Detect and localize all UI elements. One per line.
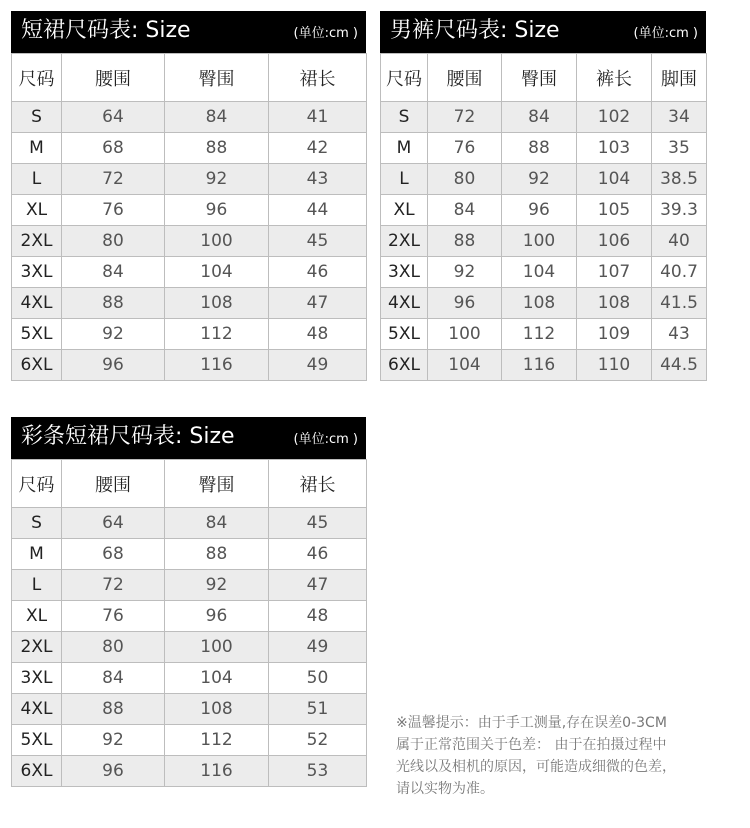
- measurement-cell: 76: [62, 195, 165, 226]
- column-header: 臀围: [502, 54, 577, 102]
- measurement-cell: 52: [269, 725, 367, 756]
- table-row: [12, 570, 367, 601]
- measurement-cell: 110: [577, 350, 652, 381]
- measurement-cell: 43: [269, 164, 367, 195]
- stripe-skirt-chart-unit: (单位:cm ): [293, 432, 358, 447]
- measurement-cell: 92: [62, 319, 165, 350]
- measurement-cell: 106: [577, 226, 652, 257]
- table-row: [381, 288, 707, 319]
- size-cell: XL: [12, 195, 62, 226]
- size-cell: M: [12, 133, 62, 164]
- measurement-cell: 42: [269, 133, 367, 164]
- table-row: [12, 508, 367, 539]
- measurement-cell: 72: [428, 102, 502, 133]
- note-line: ※温馨提示：由于手工测量,存在误差0-3CM: [396, 715, 667, 731]
- measurement-cell: 88: [62, 288, 165, 319]
- table-header-row: [12, 460, 367, 508]
- measurement-cell: 112: [502, 319, 577, 350]
- measurement-cell: 44: [269, 195, 367, 226]
- pants-chart-unit: (单位:cm ): [633, 26, 698, 41]
- skirt-size-chart: [11, 11, 366, 381]
- measurement-cell: 76: [62, 601, 165, 632]
- measurement-cell: 84: [62, 663, 165, 694]
- size-cell: 5XL: [12, 319, 62, 350]
- measurement-cell: 84: [62, 257, 165, 288]
- measurement-cell: 64: [62, 508, 165, 539]
- measurement-cell: 103: [577, 133, 652, 164]
- measurement-cell: 116: [165, 350, 269, 381]
- measurement-cell: 92: [62, 725, 165, 756]
- measurement-cell: 47: [269, 570, 367, 601]
- measurement-cell: 88: [428, 226, 502, 257]
- note-line: 属于正常范围关于色差： 由于在拍摄过程中: [396, 737, 667, 753]
- size-cell: 4XL: [12, 694, 62, 725]
- table-row: [381, 133, 707, 164]
- table-header-row: [381, 54, 707, 102]
- size-cell: 6XL: [12, 756, 62, 787]
- measurement-cell: 84: [165, 508, 269, 539]
- size-cell: L: [12, 570, 62, 601]
- column-header: 尺码: [12, 54, 62, 102]
- measurement-cell: 39.3: [652, 195, 707, 226]
- table-row: [12, 632, 367, 663]
- measurement-cell: 34: [652, 102, 707, 133]
- measurement-cell: 92: [165, 570, 269, 601]
- table-row: [12, 164, 367, 195]
- measurement-cell: 104: [577, 164, 652, 195]
- measurement-cell: 112: [165, 725, 269, 756]
- measurement-cell: 96: [165, 195, 269, 226]
- measurement-cell: 108: [577, 288, 652, 319]
- stripe-skirt-size-chart: [11, 417, 366, 787]
- stripe-skirt-size-table: [11, 459, 367, 787]
- measurement-cell: 41: [269, 102, 367, 133]
- column-header: 尺码: [381, 54, 428, 102]
- measurement-cell: 38.5: [652, 164, 707, 195]
- measurement-cell: 41.5: [652, 288, 707, 319]
- measurement-cell: 40.7: [652, 257, 707, 288]
- size-cell: 2XL: [12, 632, 62, 663]
- size-cell: 5XL: [381, 319, 428, 350]
- measurement-cell: 80: [62, 226, 165, 257]
- skirt-chart-title: 短裙尺码表: Size: [21, 18, 191, 43]
- column-header: 腰围: [62, 54, 165, 102]
- measurement-cell: 84: [502, 102, 577, 133]
- size-cell: 6XL: [381, 350, 428, 381]
- measurement-cell: 104: [165, 663, 269, 694]
- table-row: [12, 694, 367, 725]
- table-header-row: [12, 54, 367, 102]
- pants-chart-title: 男裤尺码表: Size: [390, 18, 560, 43]
- measurement-cell: 45: [269, 226, 367, 257]
- pants-size-table: [380, 53, 707, 381]
- size-cell: S: [12, 102, 62, 133]
- pants-size-chart: [380, 11, 706, 381]
- measurement-cell: 109: [577, 319, 652, 350]
- measurement-cell: 43: [652, 319, 707, 350]
- measurement-cell: 47: [269, 288, 367, 319]
- table-row: [12, 226, 367, 257]
- measurement-cell: 76: [428, 133, 502, 164]
- measurement-cell: 96: [62, 350, 165, 381]
- size-cell: 2XL: [381, 226, 428, 257]
- table-row: [381, 319, 707, 350]
- measurement-cell: 68: [62, 539, 165, 570]
- measurement-cell: 72: [62, 570, 165, 601]
- measurement-cell: 96: [62, 756, 165, 787]
- measurement-cell: 104: [428, 350, 502, 381]
- measurement-cell: 80: [428, 164, 502, 195]
- measurement-cell: 46: [269, 539, 367, 570]
- table-row: [381, 257, 707, 288]
- column-header: 臀围: [165, 54, 269, 102]
- measurement-cell: 100: [165, 226, 269, 257]
- column-header: 腰围: [428, 54, 502, 102]
- size-cell: S: [381, 102, 428, 133]
- measurement-cell: 35: [652, 133, 707, 164]
- measurement-cell: 116: [502, 350, 577, 381]
- note-line: 光线以及相机的原因，可能造成细微的色差，: [396, 759, 676, 775]
- column-header: 脚围: [652, 54, 707, 102]
- measurement-cell: 88: [165, 133, 269, 164]
- measurement-cell: 104: [165, 257, 269, 288]
- stripe-skirt-chart-title: 彩条短裙尺码表: Size: [21, 424, 235, 449]
- table-row: [12, 663, 367, 694]
- table-row: [12, 257, 367, 288]
- table-row: [12, 756, 367, 787]
- table-row: [12, 288, 367, 319]
- table-row: [12, 601, 367, 632]
- measurement-cell: 100: [165, 632, 269, 663]
- measurement-cell: 64: [62, 102, 165, 133]
- measurement-cell: 100: [502, 226, 577, 257]
- table-row: [12, 195, 367, 226]
- skirt-size-table: [11, 53, 367, 381]
- size-cell: M: [12, 539, 62, 570]
- measurement-cell: 51: [269, 694, 367, 725]
- measurement-cell: 96: [428, 288, 502, 319]
- table-row: [381, 102, 707, 133]
- measurement-cell: 104: [502, 257, 577, 288]
- table-row: [381, 164, 707, 195]
- table-row: [12, 102, 367, 133]
- measurement-cell: 108: [165, 694, 269, 725]
- measurement-cell: 49: [269, 632, 367, 663]
- measurement-cell: 96: [502, 195, 577, 226]
- column-header: 裙长: [269, 460, 367, 508]
- size-cell: L: [381, 164, 428, 195]
- measurement-cell: 50: [269, 663, 367, 694]
- measurement-cell: 72: [62, 164, 165, 195]
- table-row: [12, 350, 367, 381]
- measurement-note: [396, 712, 741, 800]
- measurement-cell: 80: [62, 632, 165, 663]
- table-row: [381, 350, 707, 381]
- measurement-cell: 84: [428, 195, 502, 226]
- measurement-cell: 49: [269, 350, 367, 381]
- measurement-cell: 88: [62, 694, 165, 725]
- measurement-cell: 108: [165, 288, 269, 319]
- size-cell: 4XL: [12, 288, 62, 319]
- table-row: [381, 195, 707, 226]
- measurement-cell: 40: [652, 226, 707, 257]
- measurement-cell: 102: [577, 102, 652, 133]
- column-header: 腰围: [62, 460, 165, 508]
- table-row: [12, 539, 367, 570]
- measurement-cell: 96: [165, 601, 269, 632]
- measurement-cell: 84: [165, 102, 269, 133]
- size-cell: M: [381, 133, 428, 164]
- measurement-cell: 92: [502, 164, 577, 195]
- measurement-cell: 53: [269, 756, 367, 787]
- measurement-cell: 100: [428, 319, 502, 350]
- column-header: 裤长: [577, 54, 652, 102]
- size-cell: L: [12, 164, 62, 195]
- stripe-skirt-chart-header: [11, 417, 366, 459]
- measurement-cell: 45: [269, 508, 367, 539]
- measurement-cell: 46: [269, 257, 367, 288]
- measurement-cell: 48: [269, 601, 367, 632]
- skirt-chart-header: [11, 11, 366, 53]
- skirt-chart-unit: (单位:cm ): [293, 26, 358, 41]
- measurement-cell: 44.5: [652, 350, 707, 381]
- size-cell: XL: [12, 601, 62, 632]
- size-cell: 3XL: [12, 257, 62, 288]
- table-row: [12, 319, 367, 350]
- table-row: [12, 725, 367, 756]
- table-row: [12, 133, 367, 164]
- column-header: 臀围: [165, 460, 269, 508]
- size-cell: 4XL: [381, 288, 428, 319]
- size-cell: 5XL: [12, 725, 62, 756]
- note-line: 请以实物为准。: [396, 781, 494, 797]
- size-cell: XL: [381, 195, 428, 226]
- measurement-cell: 92: [428, 257, 502, 288]
- measurement-cell: 112: [165, 319, 269, 350]
- pants-chart-header: [380, 11, 706, 53]
- measurement-cell: 107: [577, 257, 652, 288]
- size-cell: 3XL: [381, 257, 428, 288]
- measurement-cell: 48: [269, 319, 367, 350]
- column-header: 尺码: [12, 460, 62, 508]
- size-cell: 6XL: [12, 350, 62, 381]
- size-cell: 2XL: [12, 226, 62, 257]
- measurement-cell: 116: [165, 756, 269, 787]
- measurement-cell: 105: [577, 195, 652, 226]
- measurement-cell: 68: [62, 133, 165, 164]
- column-header: 裙长: [269, 54, 367, 102]
- size-cell: S: [12, 508, 62, 539]
- measurement-cell: 88: [165, 539, 269, 570]
- measurement-cell: 92: [165, 164, 269, 195]
- measurement-cell: 88: [502, 133, 577, 164]
- size-cell: 3XL: [12, 663, 62, 694]
- table-row: [381, 226, 707, 257]
- measurement-cell: 108: [502, 288, 577, 319]
